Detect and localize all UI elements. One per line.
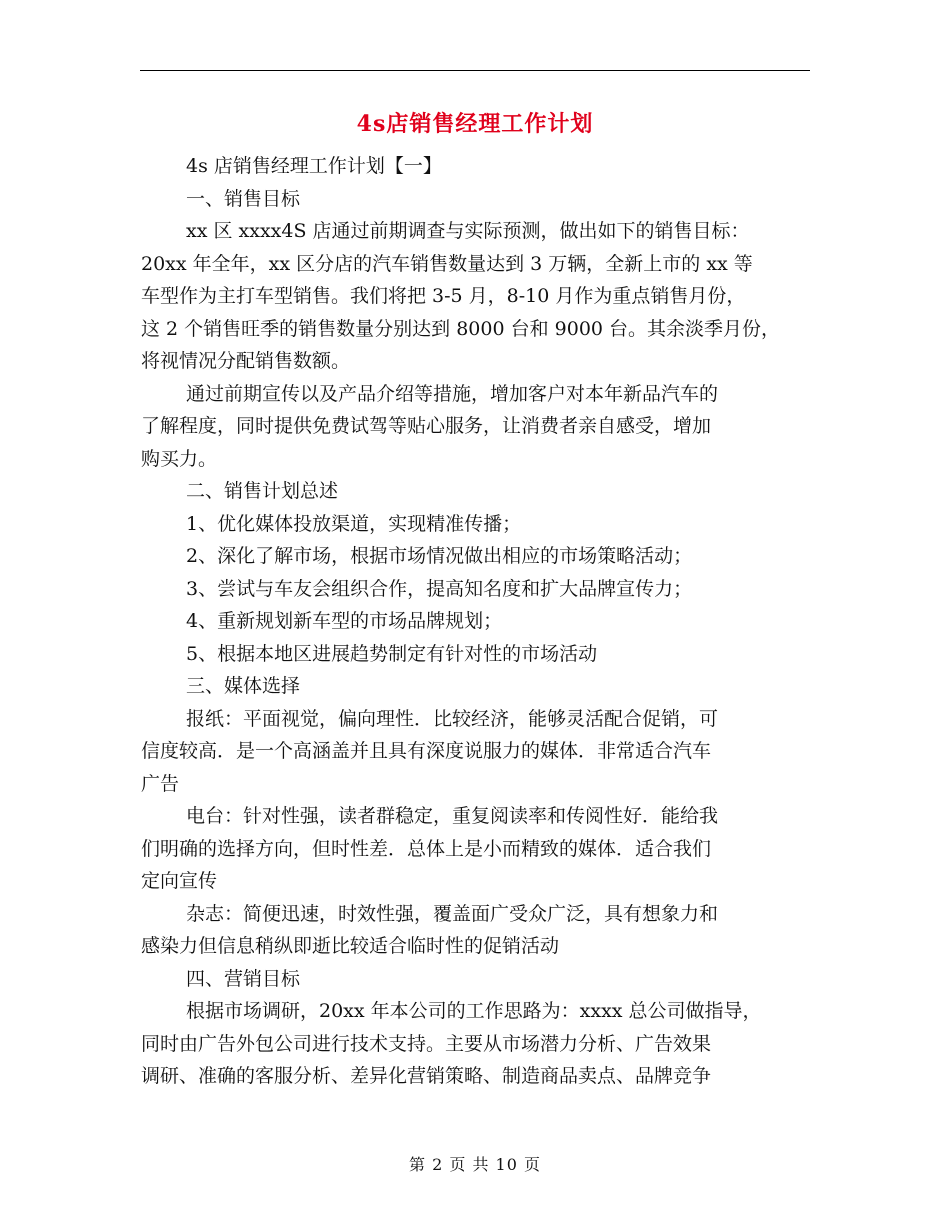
text-line: 这 2 个销售旺季的销售数量分别达到 8000 台和 9000 台。其余淡季月份， (141, 317, 781, 340)
text-line: 定向宣传 (141, 870, 218, 892)
text-line: xx 区 xxxx4S 店通过前期调查与实际预测，做出如下的销售目标： (186, 220, 750, 242)
text-line: 们明确的选择方向，但时性差．总体上是小而精致的媒体．适合我们 (141, 837, 712, 860)
text-line: 3、尝试与车友会组织合作，提高知名度和扩大品牌宣传力； (186, 577, 693, 600)
text-line: 二、销售计划总述 (186, 480, 339, 502)
text-line: 广告 (141, 772, 180, 795)
text-line: 通过前期宣传以及产品介绍等措施，增加客户对本年新品汽车的 (186, 382, 719, 405)
text-line: 车型作为主打车型销售。我们将把 3-5 月，8-10 月作为重点销售月份， (141, 285, 746, 307)
text-line: 20xx 年全年，xx 区分店的汽车销售数量达到 3 万辆，全新上市的 xx 等 (141, 252, 753, 275)
document-body (141, 150, 831, 1093)
header-rule (140, 70, 810, 71)
text-line: 四、营销目标 (186, 967, 301, 990)
text-line: 同时由广告外包公司进行技术支持。主要从市场潜力分析、广告效果 (141, 1032, 712, 1055)
text-line: 调研、准确的客服分析、差异化营销策略、制造商品卖点、品牌竞争 (141, 1065, 712, 1087)
text-line: 将视情况分配销售数额。 (141, 350, 351, 372)
text-line: 杂志：简便迅速，时效性强，覆盖面广受众广泛，具有想象力和 (186, 902, 719, 925)
text-line: 4s 店销售经理工作计划【一】 (186, 155, 442, 177)
text-line: 了解程度，同时提供免费试驾等贴心服务，让消费者亲自感受，增加 (141, 415, 712, 437)
text-line: 4、重新规划新车型的市场品牌规划； (186, 610, 503, 632)
page-footer: 第 2 页 共 10 页 (409, 1155, 541, 1174)
text-line: 电台：针对性强，读者群稳定，重复阅读率和传阅性好．能给我 (186, 805, 719, 827)
text-line: 三、媒体选择 (186, 675, 301, 697)
text-line: 购买力。 (141, 447, 218, 470)
text-line: 报纸：平面视觉，偏向理性．比较经济，能够灵活配合促销，可 (186, 707, 719, 730)
text-line: 2、深化了解市场，根据市场情况做出相应的市场策略活动； (186, 545, 693, 567)
text-line: 5、根据本地区进展趋势制定有针对性的市场活动 (186, 642, 598, 665)
document-title: 4s店销售经理工作计划 (356, 111, 594, 137)
text-line: 感染力但信息稍纵即逝比较适合临时性的促销活动 (141, 935, 560, 957)
text-line: 根据市场调研，20xx 年本公司的工作思路为：xxxx 总公司做指导， (186, 1000, 762, 1022)
text-line: 一、销售目标 (186, 187, 301, 210)
text-line: 信度较高．是一个高涵盖并且具有深度说服力的媒体．非常适合汽车 (141, 740, 712, 762)
text-line: 1、优化媒体投放渠道，实现精准传播； (186, 512, 522, 535)
